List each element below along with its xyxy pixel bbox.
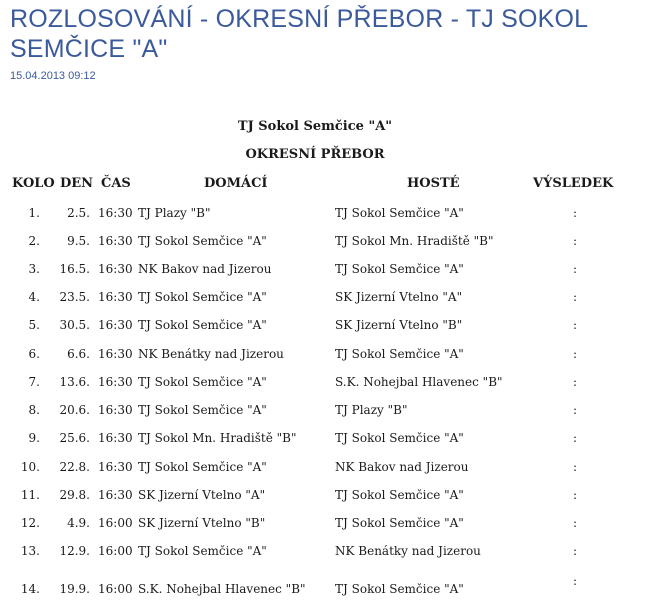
cell-cas: 16:30 [98, 488, 133, 502]
cell-kolo: 11. [20, 488, 40, 502]
cell-domaci: TJ Sokol Semčice "A" [138, 544, 267, 558]
cell-den: 25.6. [59, 431, 90, 445]
cell-cas: 16:30 [98, 234, 133, 248]
cell-cas: 16:30 [98, 375, 133, 389]
cell-kolo: 9. [28, 431, 40, 445]
table-row [0, 574, 660, 602]
cell-kolo: 5. [28, 318, 40, 332]
cell-hoste: SK Jizerní Vtelno "A" [335, 290, 463, 304]
header-kolo: KOLO [12, 176, 55, 191]
cell-vysledek: : [573, 375, 578, 389]
cell-vysledek: : [573, 516, 578, 530]
cell-hoste: S.K. Nohejbal Hlavenec "B" [335, 375, 503, 389]
cell-cas: 16:30 [98, 403, 133, 417]
cell-cas: 16:30 [98, 347, 133, 361]
cell-den: 16.5. [59, 262, 90, 276]
cell-vysledek: : [573, 544, 578, 558]
cell-den: 22.8. [59, 460, 90, 474]
cell-kolo: 6. [28, 347, 40, 361]
table-row [0, 234, 660, 254]
cell-domaci: TJ Sokol Semčice "A" [138, 234, 267, 248]
cell-domaci: TJ Plazy "B" [138, 206, 211, 220]
cell-domaci: TJ Sokol Semčice "A" [138, 318, 267, 332]
table-row [0, 290, 660, 310]
table-row [0, 262, 660, 282]
cell-hoste: SK Jizerní Vtelno "B" [335, 318, 463, 332]
table-row [0, 347, 660, 367]
cell-vysledek: : [573, 488, 578, 502]
cell-den: 13.6. [59, 375, 90, 389]
cell-cas: 16:30 [98, 262, 133, 276]
cell-cas: 16:30 [98, 318, 133, 332]
cell-hoste: TJ Sokol Semčice "A" [335, 347, 464, 361]
cell-cas: 16:30 [98, 290, 133, 304]
cell-vysledek: : [573, 431, 578, 445]
table-row [0, 206, 660, 226]
cell-hoste: TJ Sokol Semčice "A" [335, 516, 464, 530]
club-name: TJ Sokol Semčice "A" [237, 119, 393, 134]
cell-kolo: 1. [28, 206, 40, 220]
header-den: DEN [60, 176, 94, 191]
cell-cas: 16:00 [98, 516, 133, 530]
cell-vysledek: : [573, 574, 578, 588]
cell-cas: 16:30 [98, 206, 133, 220]
header-domaci: DOMÁCÍ [204, 176, 268, 191]
cell-domaci: TJ Sokol Semčice "A" [138, 375, 267, 389]
table-row [0, 375, 660, 395]
table-row [0, 516, 660, 536]
cell-den: 4.9. [67, 516, 90, 530]
header-hoste: HOSTÉ [407, 176, 460, 191]
cell-kolo: 2. [28, 234, 40, 248]
cell-vysledek: : [573, 347, 578, 361]
page-title: ROZLOSOVÁNÍ - OKRESNÍ PŘEBOR - TJ SOKOL SEMČICE "A" [10, 5, 588, 63]
cell-kolo: 12. [20, 516, 40, 530]
table-row [0, 403, 660, 423]
cell-den: 30.5. [59, 318, 90, 332]
cell-hoste: TJ Sokol Mn. Hradiště "B" [335, 234, 494, 248]
cell-vysledek: : [573, 234, 578, 248]
cell-hoste: TJ Sokol Semčice "A" [335, 206, 464, 220]
cell-den: 29.8. [59, 488, 90, 502]
cell-hoste: TJ Sokol Semčice "A" [335, 582, 464, 596]
cell-domaci: TJ Sokol Mn. Hradiště "B" [138, 431, 297, 445]
cell-kolo: 10. [20, 460, 40, 474]
table-row [0, 488, 660, 508]
cell-domaci: TJ Sokol Semčice "A" [138, 403, 267, 417]
cell-vysledek: : [573, 262, 578, 276]
cell-domaci: SK Jizerní Vtelno "A" [138, 488, 266, 502]
cell-vysledek: : [573, 206, 578, 220]
cell-kolo: 7. [28, 375, 40, 389]
league-name: OKRESNÍ PŘEBOR [245, 147, 385, 162]
cell-domaci: S.K. Nohejbal Hlavenec "B" [138, 582, 306, 596]
table-row [0, 544, 660, 564]
table-row [0, 431, 660, 451]
cell-vysledek: : [573, 318, 578, 332]
cell-hoste: TJ Plazy "B" [335, 403, 408, 417]
cell-kolo: 8. [28, 403, 40, 417]
cell-kolo: 13. [20, 544, 40, 558]
publish-date: 15.04.2013 09:12 [10, 70, 96, 82]
table-row [0, 318, 660, 338]
cell-kolo: 4. [28, 290, 40, 304]
cell-den: 19.9. [59, 582, 90, 596]
cell-hoste: TJ Sokol Semčice "A" [335, 431, 464, 445]
cell-hoste: TJ Sokol Semčice "A" [335, 262, 464, 276]
cell-hoste: NK Bakov nad Jizerou [335, 460, 469, 474]
cell-domaci: SK Jizerní Vtelno "B" [138, 516, 266, 530]
cell-den: 23.5. [59, 290, 90, 304]
cell-cas: 16:00 [98, 582, 133, 596]
cell-den: 9.5. [67, 234, 90, 248]
cell-kolo: 3. [28, 262, 40, 276]
cell-cas: 16:30 [98, 460, 133, 474]
cell-domaci: TJ Sokol Semčice "A" [138, 290, 267, 304]
cell-den: 2.5. [67, 206, 90, 220]
cell-kolo: 14. [20, 582, 40, 596]
cell-hoste: TJ Sokol Semčice "A" [335, 488, 464, 502]
cell-den: 20.6. [59, 403, 90, 417]
header-vysledek: VÝSLEDEK [533, 176, 614, 191]
header-cas: ČAS [101, 176, 131, 191]
table-row [0, 460, 660, 480]
cell-vysledek: : [573, 460, 578, 474]
cell-hoste: NK Benátky nad Jizerou [335, 544, 481, 558]
cell-cas: 16:30 [98, 431, 133, 445]
cell-vysledek: : [573, 403, 578, 417]
cell-domaci: NK Benátky nad Jizerou [138, 347, 284, 361]
cell-domaci: TJ Sokol Semčice "A" [138, 460, 267, 474]
cell-den: 12.9. [59, 544, 90, 558]
cell-cas: 16:00 [98, 544, 133, 558]
cell-den: 6.6. [67, 347, 90, 361]
cell-domaci: NK Bakov nad Jizerou [138, 262, 272, 276]
cell-vysledek: : [573, 290, 578, 304]
